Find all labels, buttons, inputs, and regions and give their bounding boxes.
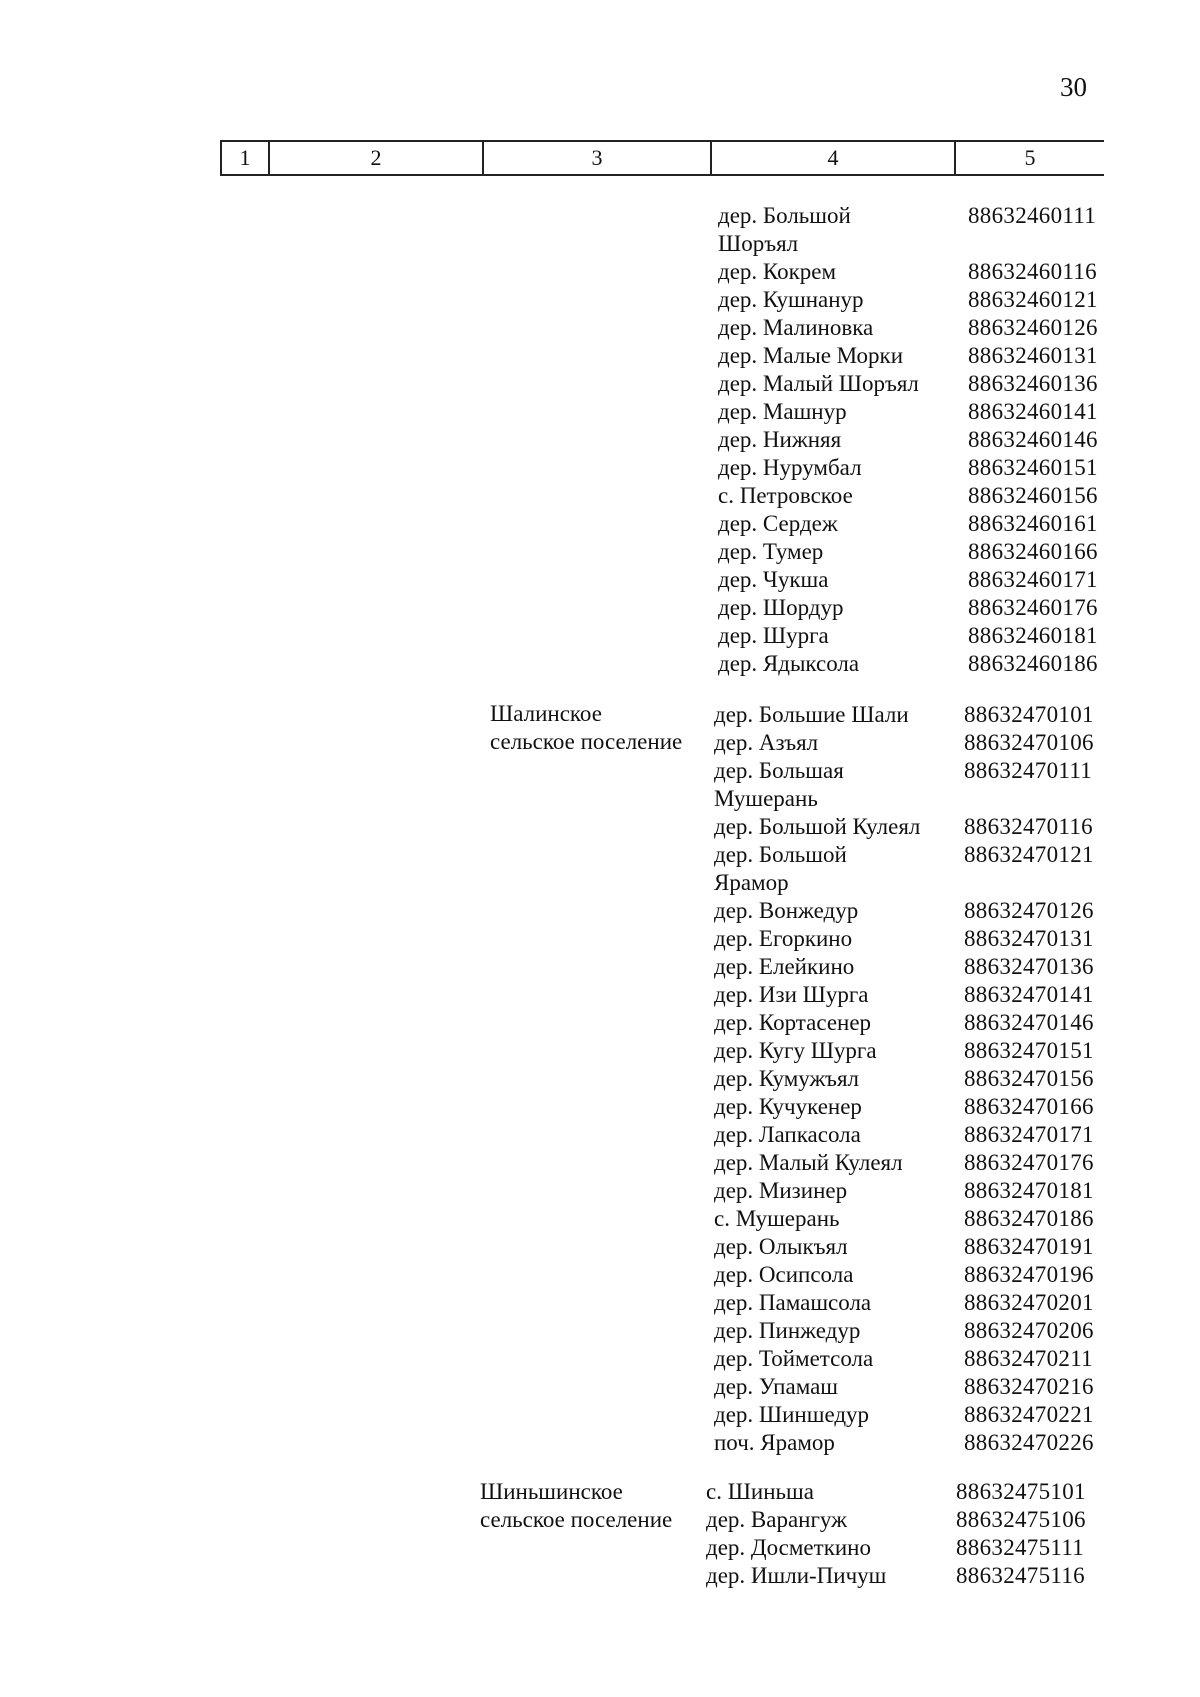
table-row bbox=[714, 1429, 1094, 1457]
locality-name: дер. Большой Шоръял bbox=[718, 203, 851, 256]
oktmo-code: 88632475116 bbox=[956, 1563, 1085, 1588]
table-row bbox=[706, 1534, 1086, 1562]
table-row bbox=[714, 813, 1094, 841]
locality-name: дер. Машнур bbox=[718, 399, 847, 424]
table-row bbox=[714, 1121, 1094, 1149]
locality-name: дер. Кушнанур bbox=[718, 287, 864, 312]
table-row bbox=[714, 897, 1094, 925]
table-row bbox=[718, 342, 1098, 370]
page-number: 30 bbox=[1060, 72, 1087, 102]
locality-name: дер. Кокрем bbox=[718, 259, 837, 284]
column-header-4: 4 bbox=[712, 142, 956, 174]
oktmo-code: 88632470146 bbox=[964, 1010, 1094, 1035]
locality-name: дер. Нижняя bbox=[718, 427, 842, 452]
column-header-3: 3 bbox=[484, 142, 712, 174]
locality-name: дер. Памашсола bbox=[714, 1290, 872, 1315]
oktmo-code: 88632460151 bbox=[968, 455, 1098, 480]
settlement-line: сельское поселение bbox=[480, 1507, 673, 1532]
oktmo-code: 88632470176 bbox=[964, 1150, 1094, 1175]
oktmo-code: 88632460141 bbox=[968, 399, 1098, 424]
locality-name: дер. Малый Кулеял bbox=[714, 1150, 903, 1175]
locality-name: с. Шиньша bbox=[706, 1479, 814, 1504]
oktmo-code: 88632460181 bbox=[968, 623, 1098, 648]
table-row bbox=[714, 1233, 1094, 1261]
table-row bbox=[714, 701, 1094, 729]
locality-name: дер. Олыкъял bbox=[714, 1234, 848, 1259]
oktmo-code: 88632460156 bbox=[968, 483, 1098, 508]
locality-name: дер. Кучукенер bbox=[714, 1094, 862, 1119]
oktmo-code: 88632470156 bbox=[964, 1066, 1094, 1091]
locality-name: дер. Мизинер bbox=[714, 1178, 848, 1203]
table-row bbox=[714, 1037, 1094, 1065]
oktmo-code: 88632460131 bbox=[968, 343, 1098, 368]
oktmo-code: 88632460116 bbox=[968, 259, 1097, 284]
locality-list-group-1 bbox=[718, 202, 1098, 678]
settlement-name-group-3 bbox=[480, 1478, 700, 1534]
locality-name: дер. Большой Ярамор bbox=[714, 842, 847, 895]
oktmo-code: 88632470206 bbox=[964, 1318, 1094, 1343]
locality-name: дер. Кортасенер bbox=[714, 1010, 872, 1035]
oktmo-code: 88632475106 bbox=[956, 1507, 1086, 1532]
table-row bbox=[714, 1205, 1094, 1233]
column-header-2: 2 bbox=[270, 142, 484, 174]
table-row bbox=[714, 1373, 1094, 1401]
table-row bbox=[714, 925, 1094, 953]
table-row bbox=[718, 286, 1098, 314]
locality-name: дер. Ядыксола bbox=[718, 651, 860, 676]
table-row bbox=[718, 426, 1098, 454]
table-row bbox=[714, 1177, 1094, 1205]
locality-name: дер. Большие Шали bbox=[714, 702, 909, 727]
oktmo-code: 88632460146 bbox=[968, 427, 1098, 452]
table-row bbox=[714, 1009, 1094, 1037]
settlement-line: Шиньшинское bbox=[480, 1479, 623, 1504]
locality-name: дер. Шиншедур bbox=[714, 1402, 870, 1427]
table-row bbox=[718, 482, 1098, 510]
oktmo-code: 88632470186 bbox=[964, 1206, 1094, 1231]
table-row bbox=[706, 1562, 1086, 1590]
locality-name: дер. Варангуж bbox=[706, 1507, 847, 1532]
oktmo-code: 88632460176 bbox=[968, 595, 1098, 620]
table-row bbox=[714, 757, 1094, 813]
locality-name: дер. Кугу Шурга bbox=[714, 1038, 877, 1063]
table-row bbox=[718, 622, 1098, 650]
table-row bbox=[706, 1478, 1086, 1506]
table-row bbox=[714, 729, 1094, 757]
locality-name: дер. Азъял bbox=[714, 730, 819, 755]
locality-name: дер. Большой Кулеял bbox=[714, 814, 921, 839]
oktmo-code: 88632470171 bbox=[964, 1122, 1094, 1147]
oktmo-code: 88632460126 bbox=[968, 315, 1098, 340]
table-row bbox=[718, 454, 1098, 482]
table-row bbox=[718, 370, 1098, 398]
oktmo-code: 88632470221 bbox=[964, 1402, 1094, 1427]
locality-name: дер. Тойметсола bbox=[714, 1346, 874, 1371]
table-row bbox=[718, 314, 1098, 342]
table-row bbox=[714, 1065, 1094, 1093]
oktmo-code: 88632470201 bbox=[964, 1290, 1094, 1315]
oktmo-code: 88632470166 bbox=[964, 1094, 1094, 1119]
oktmo-code: 88632460166 bbox=[968, 539, 1098, 564]
table-row bbox=[718, 538, 1098, 566]
oktmo-code: 88632460111 bbox=[968, 203, 1097, 228]
oktmo-code: 88632470126 bbox=[964, 898, 1094, 923]
table-row bbox=[714, 953, 1094, 981]
locality-name: дер. Пинжедур bbox=[714, 1318, 861, 1343]
oktmo-code: 88632470151 bbox=[964, 1038, 1094, 1063]
locality-name: дер. Елейкино bbox=[714, 954, 855, 979]
settlement-line: сельское поселение bbox=[490, 729, 683, 754]
column-header-1: 1 bbox=[220, 142, 270, 174]
oktmo-code: 88632460136 bbox=[968, 371, 1098, 396]
locality-name: дер. Чукша bbox=[718, 567, 829, 592]
table-row bbox=[718, 594, 1098, 622]
oktmo-code: 88632470226 bbox=[964, 1430, 1094, 1455]
table-row bbox=[718, 566, 1098, 594]
oktmo-code: 88632470121 bbox=[964, 842, 1094, 867]
locality-name: дер. Тумер bbox=[718, 539, 824, 564]
table-row bbox=[714, 1261, 1094, 1289]
table-row bbox=[706, 1506, 1086, 1534]
oktmo-code: 88632460186 bbox=[968, 651, 1098, 676]
settlement-name-group-2 bbox=[490, 700, 710, 756]
table-row bbox=[714, 1289, 1094, 1317]
oktmo-code: 88632475111 bbox=[956, 1535, 1085, 1560]
table-row bbox=[718, 510, 1098, 538]
table-row bbox=[714, 841, 1094, 897]
oktmo-code: 88632475101 bbox=[956, 1479, 1086, 1504]
locality-name: дер. Шурга bbox=[718, 623, 829, 648]
oktmo-code: 88632470191 bbox=[964, 1234, 1094, 1259]
column-header-row bbox=[220, 140, 1104, 176]
locality-name: дер. Шордур bbox=[718, 595, 844, 620]
oktmo-code: 88632470211 bbox=[964, 1346, 1093, 1371]
table-row bbox=[718, 258, 1098, 286]
locality-name: дер. Ишли-Пичуш bbox=[706, 1563, 887, 1588]
oktmo-code: 88632470131 bbox=[964, 926, 1094, 951]
locality-name: дер. Большая Мушерань bbox=[714, 758, 844, 811]
table-row bbox=[718, 650, 1098, 678]
locality-name: дер. Лапкасола bbox=[714, 1122, 861, 1147]
table-row bbox=[714, 1093, 1094, 1121]
table-row bbox=[718, 398, 1098, 426]
table-row bbox=[714, 1149, 1094, 1177]
oktmo-code: 88632470196 bbox=[964, 1262, 1094, 1287]
oktmo-code: 88632470106 bbox=[964, 730, 1094, 755]
locality-name: дер. Вонжедур bbox=[714, 898, 859, 923]
locality-name: дер. Малиновка bbox=[718, 315, 874, 340]
oktmo-code: 88632470216 bbox=[964, 1374, 1094, 1399]
oktmo-code: 88632470181 bbox=[964, 1178, 1094, 1203]
oktmo-code: 88632460161 bbox=[968, 511, 1098, 536]
locality-name: дер. Изи Шурга bbox=[714, 982, 869, 1007]
locality-name: дер. Сердеж bbox=[718, 511, 838, 536]
locality-list-group-3 bbox=[706, 1478, 1086, 1590]
locality-list-group-2 bbox=[714, 701, 1094, 1457]
locality-name: дер. Упамаш bbox=[714, 1374, 839, 1399]
locality-name: дер. Малый Шоръял bbox=[718, 371, 919, 396]
oktmo-code: 88632460121 bbox=[968, 287, 1098, 312]
locality-name: с. Мушерань bbox=[714, 1206, 840, 1231]
locality-name: с. Петровское bbox=[718, 483, 853, 508]
table-row bbox=[714, 981, 1094, 1009]
table-row bbox=[714, 1345, 1094, 1373]
table-row bbox=[714, 1401, 1094, 1429]
locality-name: дер. Осипсола bbox=[714, 1262, 854, 1287]
column-header-5: 5 bbox=[1024, 145, 1036, 170]
oktmo-code: 88632470136 bbox=[964, 954, 1094, 979]
locality-name: дер. Кумужъял bbox=[714, 1066, 860, 1091]
oktmo-code: 88632470116 bbox=[964, 814, 1093, 839]
oktmo-code: 88632470101 bbox=[964, 702, 1094, 727]
oktmo-code: 88632460171 bbox=[968, 567, 1098, 592]
locality-name: поч. Ярамор bbox=[714, 1430, 835, 1455]
table-row bbox=[718, 202, 1098, 258]
locality-name: дер. Малые Морки bbox=[718, 343, 904, 368]
oktmo-code: 88632470141 bbox=[964, 982, 1094, 1007]
settlement-line: Шалинское bbox=[490, 701, 602, 726]
oktmo-code: 88632470111 bbox=[964, 758, 1093, 783]
table-row bbox=[714, 1317, 1094, 1345]
locality-name: дер. Нурумбал bbox=[718, 455, 862, 480]
locality-name: дер. Досметкино bbox=[706, 1535, 871, 1560]
locality-name: дер. Егоркино bbox=[714, 926, 853, 951]
